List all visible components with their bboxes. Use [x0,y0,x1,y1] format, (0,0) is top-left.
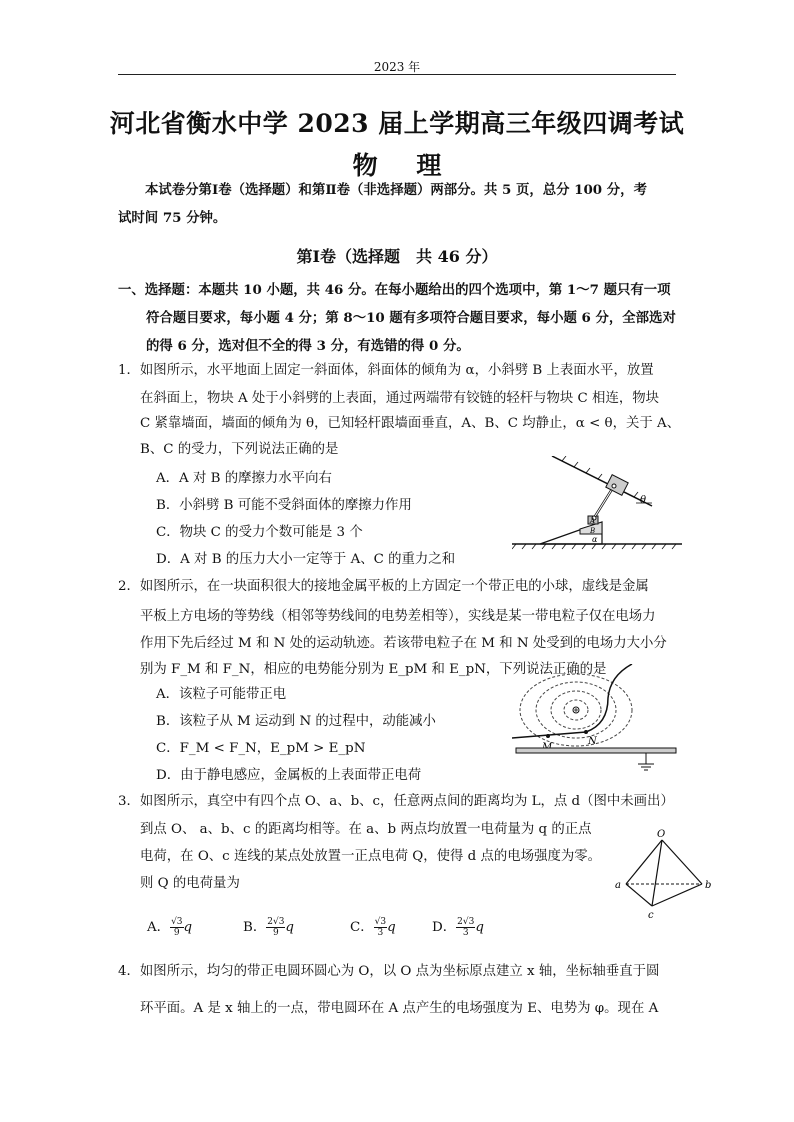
section-title: 第Ⅰ卷（选择题 共 46 分） [296,247,498,266]
q3-o-label: O [657,829,666,840]
q3-a-label: a [615,880,621,891]
q1-line-2: 在斜面上，物块 A 处于小斜劈的上表面，通过两端带有铰链的轻杆与物块 C 相连，物块 [140,391,660,406]
q3-line-3: 电荷，在 O、c 连线的某点处放置一正点电荷 Q，使得 d 点的电场强度为零。 [140,849,602,864]
exam-title: 河北省衡水中学 2023 届上学期高三年级四调考试 [109,109,685,138]
q1-alpha-label: α [592,535,598,544]
q3-option-c-fraction: $\frac{√3}{3}$ [374,917,387,938]
q3-c-label: c [648,910,654,921]
q2-option-d: D．由于静电感应，金属板的上表面带正电荷 [156,768,422,783]
q2-line-1: 2．如图所示，在一块面积很大的接地金属平板的上方固定一个带正电的小球，虚线是金属 [118,579,649,594]
q3-b-label: b [705,880,712,891]
q2-option-b: B．该粒子从 M 运动到 N 的过程中，动能减小 [156,714,436,729]
q3-option-d-fraction: $\frac{2√3}{3}$ [457,917,475,938]
exam-subject: 物 理 [352,151,442,180]
q2-line-3: 作用下先后经过 M 和 N 处的运动轨迹。若该带电粒子在 M 和 N 处受到的电场力大小分 [140,636,667,651]
q1-option-d: D．A 对 B 的压力大小一定等于 A、C 的重力之和 [156,552,456,567]
intro-line-2: 试时间 75 分钟。 [118,210,227,226]
q3-option-b: B． $\frac{2√3}{9}$ q [243,917,294,938]
q2-option-a: A．该粒子可能带正电 [156,687,287,702]
q3-line-1: 3．如图所示，真空中有四个点 O、a、b、c，任意两点间的距离均为 L，点 d（图中未画出） [118,794,674,809]
q3-option-d: D． $\frac{2√3}{3}$ q [432,917,484,938]
q2-line-4: 别为 F_M 和 F_N，相应的电势能分别为 E_pM 和 E_pN，下列说法正确的是 [140,662,607,677]
q1-theta-label: θ [640,495,647,506]
intro-line-1: 本试卷分第Ⅰ卷（选择题）和第Ⅱ卷（非选择题）两部分。共 5 页，总分 100 分，考 [145,182,647,198]
q3-line-4: 则 Q 的电荷量为 [140,876,240,891]
q3-option-a: A． $\frac{√3}{9}$ q [147,917,193,938]
q3-figure [612,826,722,922]
q1-option-a: A．A 对 B 的摩擦力水平向右 [156,471,332,486]
q3-line-2: 到点 O、 a、b、c 的距离均相等。在 a、b 两点均放置一电荷量为 q 的正点 [140,822,592,837]
q1-line-4: B、C 的受力，下列说法正确的是 [140,442,339,457]
page-header: 2023 年 [373,60,421,74]
q3-option-c: C． $\frac{√3}{3}$ q [350,917,396,938]
q1-line-1: 1．如图所示，水平地面上固定一斜面体，斜面体的倾角为 α，小斜劈 B 上表面水平，放置 [118,363,654,378]
q1-option-b: B．小斜劈 B 可能不受斜面体的摩擦力作用 [156,498,412,513]
part1-line-2: 符合题目要求，每小题 4 分；第 8～10 题有多项符合题目要求，每小题 6 分，全部选对 [146,310,676,326]
q1-b-label: B [590,527,596,535]
header-rule [118,74,676,75]
q3-option-b-fraction: $\frac{2√3}{9}$ [267,917,285,938]
q1-option-c: C．物块 C 的受力个数可能是 3 个 [156,525,363,540]
part1-line-3: 的得 6 分，选对但不全的得 3 分，有选错的得 0 分。 [146,338,470,354]
part1-line-1: 一、选择题：本题共 10 小题，共 46 分。在每小题给出的四个选项中，第 1～7 题只有一项 [118,282,671,298]
q2-n-label: N [588,736,597,747]
q2-line-2: 平板上方电场的等势线（相邻等势线间的电势差相等），实线是某一带电粒子仅在电场力 [140,609,656,624]
q1-a-label: A [590,517,596,525]
q1-figure [512,456,682,550]
q3-option-a-fraction: $\frac{√3}{9}$ [171,917,183,938]
q2-option-c: C．F_M < F_N，E_pM > E_pN [156,741,366,756]
q1-line-3: C 紧靠墙面，墙面的倾角为 θ，已知轻杆跟墙面垂直，A、B、C 均静止，α < θ，关于 A、 [140,416,681,431]
q2-figure [512,664,684,772]
q4-line-2: 环平面。A 是 x 轴上的一点，带电圆环在 A 点产生的电场强度为 E、电势为 φ。现在 A [140,1001,659,1016]
q4-line-1: 4．如图所示，均匀的带正电圆环圆心为 O，以 O 点为坐标原点建立 x 轴，坐标轴垂直于圆 [118,964,660,979]
